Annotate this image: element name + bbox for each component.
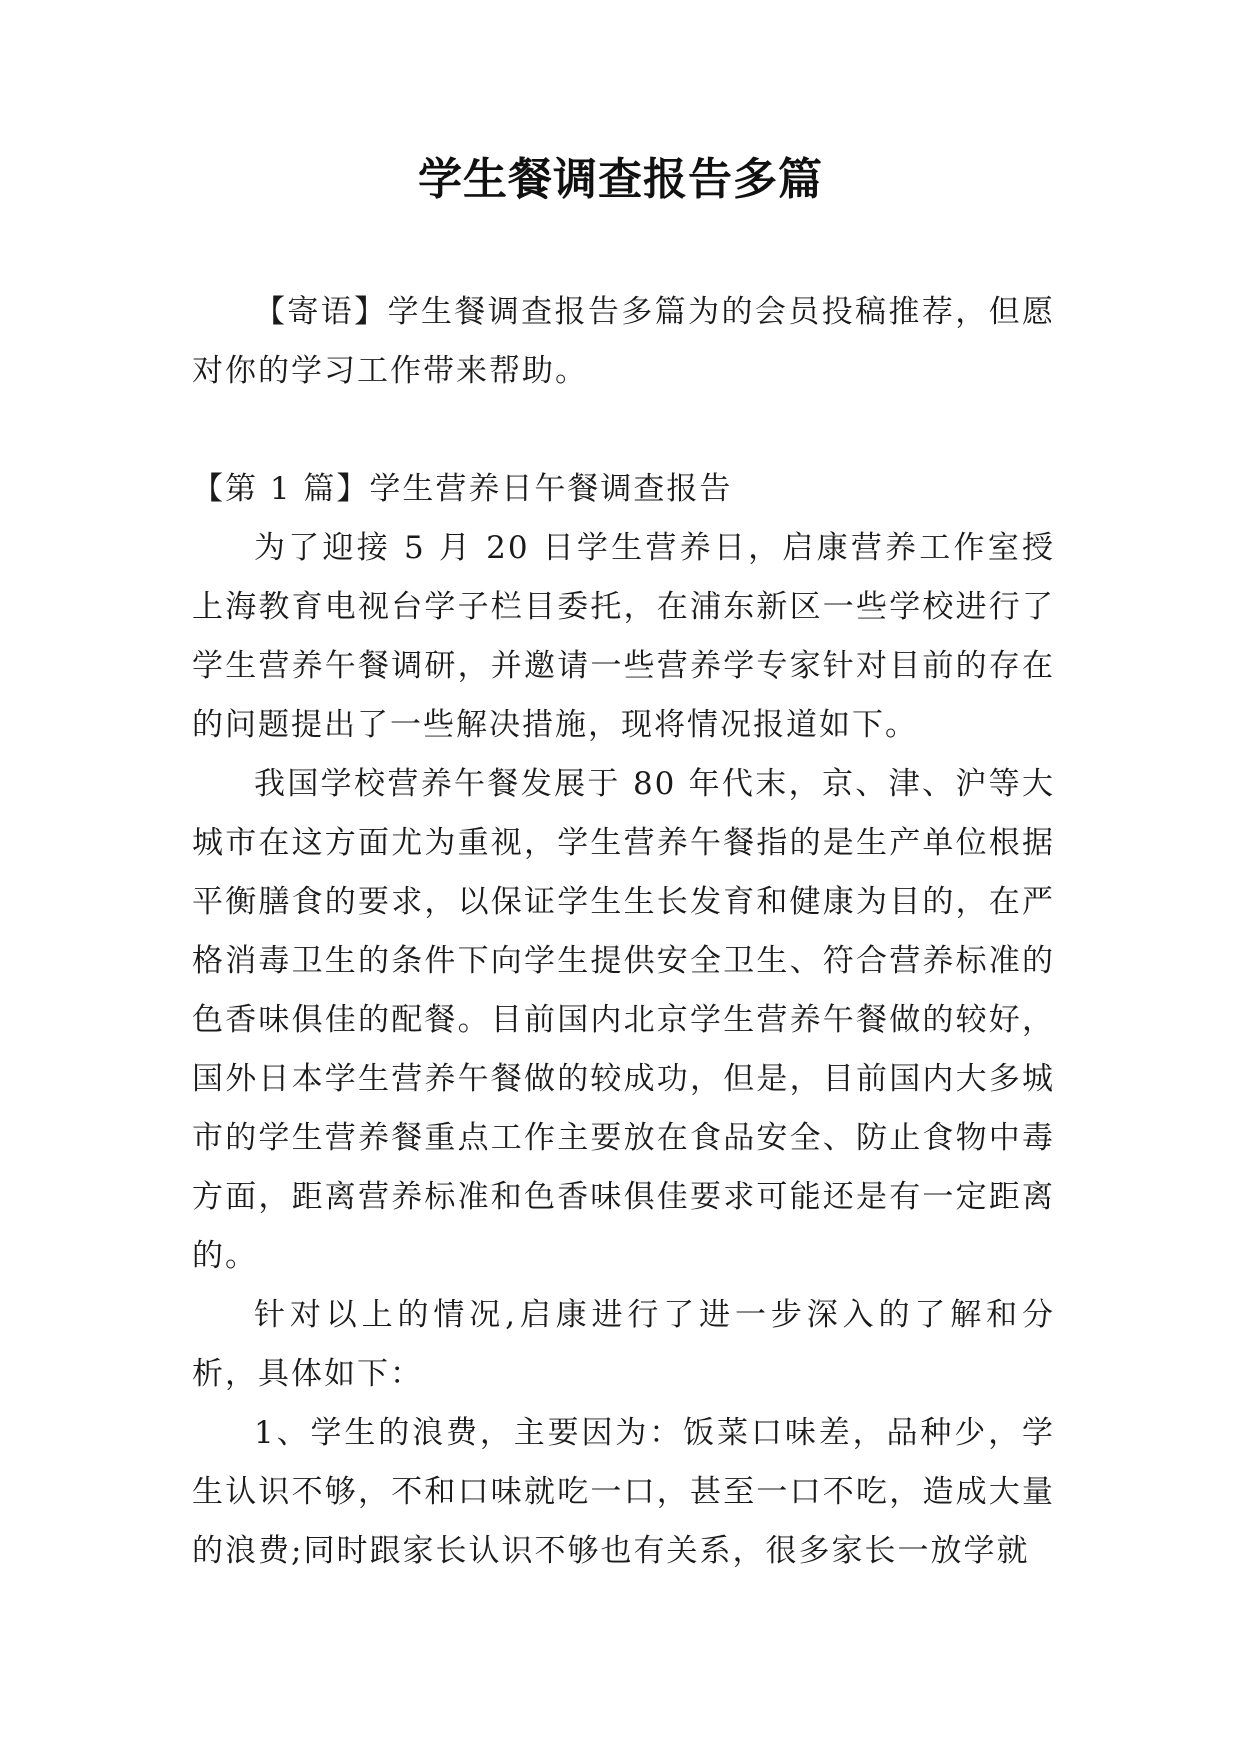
body-paragraph: 针对以上的情况,启康进行了进一步深入的了解和分析，具体如下： <box>192 1297 1055 1392</box>
paragraph-gap <box>192 401 1055 460</box>
body-paragraph: 我国学校营养午餐发展于 80 年代末，京、津、沪等大城市在这方面尤为重视，学生营养午餐指的是生产单位根据平衡膳食的要求，以保证学生生长发育和健康为目的，在严格消毒卫生的条件下向学生提供安全卫生、符合营养标准的色香味俱佳的配餐。目前国内北京学生营养午餐做的较好，国外日本学生营养午餐做的较成功，但是，目前国内大多城市的学生营养餐重点工作主要放在食品安全、防止食物中毒方面，距离营养标准和色香味俱佳要求可能还是有一定距离的。 <box>192 766 1055 1274</box>
body-paragraph: 1、学生的浪费，主要因为：饭菜口味差，品种少，学生认识不够，不和口味就吃一口，甚至一口不吃，造成大量的浪费;同时跟家长认识不够也有关系，很多家长一放学就 <box>192 1415 1055 1569</box>
document-title: 学生餐调查报告多篇 <box>418 154 823 205</box>
section-heading: 【第 1 篇】学生营养日午餐调查报告 <box>192 471 733 507</box>
body-paragraph: 为了迎接 5 月 20 日学生营养日，启康营养工作室授上海教育电视台学子栏目委托，在浦东新区一些学校进行了学生营养午餐调研，并邀请一些营养学专家针对目前的存在的问题提出了一些解决措施，现将情况报道如下。 <box>192 530 1055 743</box>
intro-paragraph: 【寄语】学生餐调查报告多篇为的会员投稿推荐，但愿对你的学习工作带来帮助。 <box>192 294 1055 389</box>
document-body <box>192 283 1055 1581</box>
